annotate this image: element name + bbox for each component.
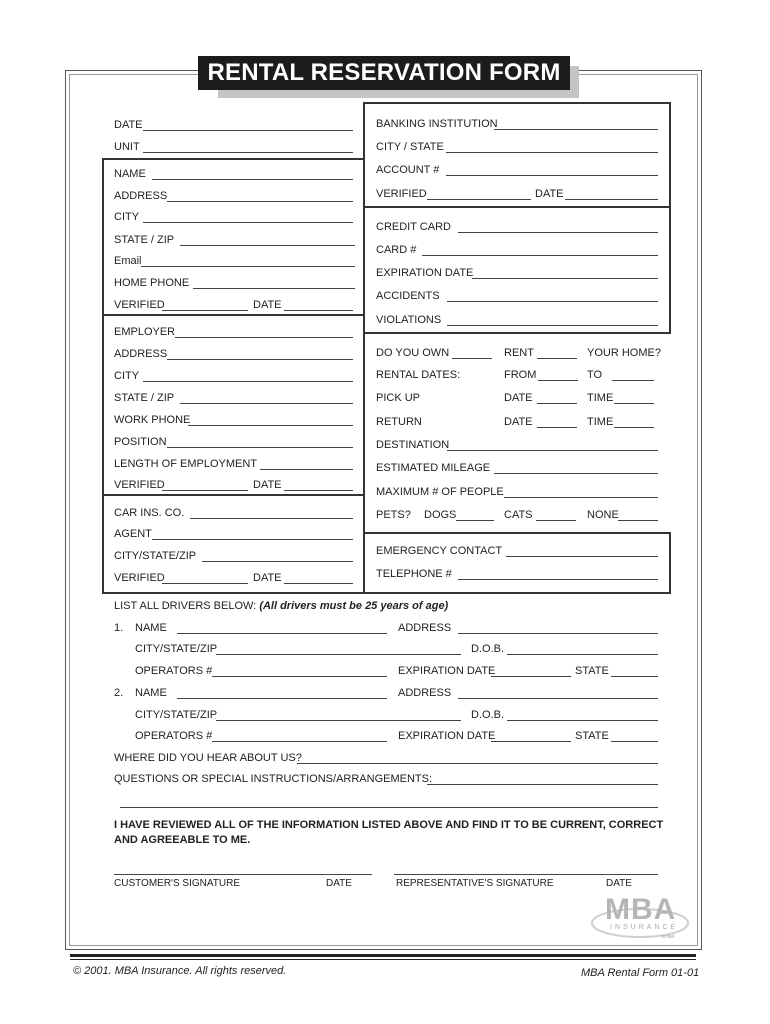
violations-label: VIOLATIONS xyxy=(376,314,442,326)
your-home-label: YOUR HOME? xyxy=(587,347,661,359)
length-employment-label: LENGTH OF EMPLOYMENT xyxy=(114,458,258,470)
credit-card-label: CREDIT CARD xyxy=(376,221,451,233)
work-phone-label: WORK PHONE xyxy=(114,414,191,426)
driver-1-state-label: STATE xyxy=(575,665,609,677)
rep-signature-field[interactable] xyxy=(394,874,658,875)
credit-card-field[interactable] xyxy=(458,232,658,233)
own-field[interactable] xyxy=(452,358,492,359)
driver-2-dob-field[interactable] xyxy=(507,720,658,721)
agent-field[interactable] xyxy=(152,539,353,540)
date-field[interactable] xyxy=(143,130,353,131)
questions-field[interactable] xyxy=(427,784,658,785)
bank-verified-date-field[interactable] xyxy=(565,199,658,200)
accidents-label: ACCIDENTS xyxy=(376,290,440,302)
email-label: Email xyxy=(114,255,142,267)
length-employment-field[interactable] xyxy=(260,469,353,470)
car-ins-label: CAR INS. CO. xyxy=(114,507,185,519)
unit-label: UNIT xyxy=(114,141,140,153)
to-label: TO xyxy=(587,369,603,381)
from-label: FROM xyxy=(504,369,537,381)
bank-verified-label: VERIFIED xyxy=(376,188,427,200)
ins-verified-field[interactable] xyxy=(162,583,248,584)
pets-label: PETS? xyxy=(376,509,411,521)
emergency-box xyxy=(363,532,671,594)
mba-logo xyxy=(590,893,690,945)
home-phone-field[interactable] xyxy=(193,288,355,289)
driver-1-expiration-field[interactable] xyxy=(491,676,571,677)
account-field[interactable] xyxy=(446,175,658,176)
statement-line-2: AND AGREEABLE TO ME. xyxy=(114,834,251,846)
driver-2-dob-label: D.O.B. xyxy=(471,709,505,721)
home-phone-label: HOME PHONE xyxy=(114,277,190,289)
emp-address-label: ADDRESS xyxy=(114,348,168,360)
bank-verified-field[interactable] xyxy=(427,199,531,200)
rep-date-label: DATE xyxy=(606,878,632,889)
driver-1-operators-field[interactable] xyxy=(212,676,387,677)
cats-label: CATS xyxy=(504,509,533,521)
driver-1-city-label: CITY/STATE/ZIP xyxy=(135,643,218,655)
driver-2-operators-field[interactable] xyxy=(212,741,387,742)
rep-signature-label: REPRESENTATIVE'S SIGNATURE xyxy=(396,878,554,889)
est-mileage-label: ESTIMATED MILEAGE xyxy=(376,462,491,474)
return-time-field[interactable] xyxy=(614,427,654,428)
driver-1-address-label: ADDRESS xyxy=(398,622,452,634)
max-people-field[interactable] xyxy=(504,497,658,498)
agent-label: AGENT xyxy=(114,528,152,540)
expiration-label: EXPIRATION DATE xyxy=(376,267,474,279)
employer-label: EMPLOYER xyxy=(114,326,176,338)
emp-state-zip-label: STATE / ZIP xyxy=(114,392,175,404)
driver-2-name-field[interactable] xyxy=(177,698,387,699)
driver-1-name-field[interactable] xyxy=(177,633,387,634)
emp-verified-field[interactable] xyxy=(162,490,248,491)
emp-verified-label: VERIFIED xyxy=(114,479,165,491)
work-phone-field[interactable] xyxy=(188,425,353,426)
customer-signature-field[interactable] xyxy=(114,874,372,875)
position-label: POSITION xyxy=(114,436,167,448)
driver-2-city-label: CITY/STATE/ZIP xyxy=(135,709,218,721)
none-label: NONE xyxy=(587,509,619,521)
city-label: CITY xyxy=(114,211,140,223)
driver-1-operators-label: OPERATORS # xyxy=(135,665,213,677)
driver-2-number: 2. xyxy=(114,687,124,699)
accidents-field[interactable] xyxy=(447,301,658,302)
driver-2-address-field[interactable] xyxy=(458,698,658,699)
driver-2-expiration-label: EXPIRATION DATE xyxy=(398,730,496,742)
pick-time-field[interactable] xyxy=(614,403,654,404)
return-label: RETURN xyxy=(376,416,422,428)
telephone-field[interactable] xyxy=(458,579,658,580)
ins-city-state-zip-label: CITY/STATE/ZIP xyxy=(114,550,197,562)
max-people-label: MAXIMUM # OF PEOPLE xyxy=(376,486,504,498)
footer-bar-thick xyxy=(70,954,696,957)
do-you-own-label: DO YOU OWN xyxy=(376,347,450,359)
verified-label: VERIFIED xyxy=(114,299,165,311)
driver-1-number: 1. xyxy=(114,622,124,634)
employer-field[interactable] xyxy=(175,337,353,338)
banking-field[interactable] xyxy=(494,129,658,130)
driver-2-name-label: NAME xyxy=(135,687,167,699)
copyright: © 2001. MBA Insurance. All rights reserved. xyxy=(73,965,287,977)
driver-2-state-label: STATE xyxy=(575,730,609,742)
drivers-heading-text: LIST ALL DRIVERS BELOW: xyxy=(114,600,257,612)
position-field[interactable] xyxy=(167,447,353,448)
driver-1-expiration-label: EXPIRATION DATE xyxy=(398,665,496,677)
hear-about-label: WHERE DID YOU HEAR ABOUT US? xyxy=(114,752,302,764)
form-title: RENTAL RESERVATION FORM xyxy=(198,56,570,90)
emp-city-field[interactable] xyxy=(143,381,353,382)
rent-field[interactable] xyxy=(537,358,577,359)
card-no-field[interactable] xyxy=(422,255,658,256)
rental-dates-label: RENTAL DATES: xyxy=(376,369,461,381)
account-label: ACCOUNT # xyxy=(376,164,440,176)
date-label: DATE xyxy=(114,119,143,131)
emp-state-zip-field[interactable] xyxy=(180,403,353,404)
verified-date-field[interactable] xyxy=(284,310,353,311)
destination-label: DESTINATION xyxy=(376,439,450,451)
cats-field[interactable] xyxy=(536,520,576,521)
driver-2-city-field[interactable] xyxy=(216,720,461,721)
ins-verified-date-field[interactable] xyxy=(284,583,353,584)
driver-1-name-label: NAME xyxy=(135,622,167,634)
to-field[interactable] xyxy=(612,380,654,381)
expiration-field[interactable] xyxy=(472,278,658,279)
name-label: NAME xyxy=(114,168,146,180)
dogs-field[interactable] xyxy=(456,520,494,521)
driver-1-dob-label: D.O.B. xyxy=(471,643,505,655)
violations-field[interactable] xyxy=(447,325,658,326)
address-field[interactable] xyxy=(167,201,353,202)
banking-label: BANKING INSTITUTION xyxy=(376,118,498,130)
emp-city-label: CITY xyxy=(114,370,140,382)
return-date-label: DATE xyxy=(504,416,533,428)
hear-about-field[interactable] xyxy=(297,763,658,764)
pick-time-label: TIME xyxy=(587,392,614,404)
return-time-label: TIME xyxy=(587,416,614,428)
address-label: ADDRESS xyxy=(114,190,168,202)
emp-address-field[interactable] xyxy=(167,359,353,360)
emergency-field[interactable] xyxy=(506,556,658,557)
none-field[interactable] xyxy=(618,520,658,521)
email-field[interactable] xyxy=(141,266,355,267)
footer-bar-thin xyxy=(70,959,696,960)
questions-label: QUESTIONS OR SPECIAL INSTRUCTIONS/ARRANGEMENTS: xyxy=(114,773,433,785)
from-field[interactable] xyxy=(538,380,578,381)
ins-city-state-zip-field[interactable] xyxy=(202,561,353,562)
emergency-label: EMERGENCY CONTACT xyxy=(376,545,503,557)
card-no-label: CARD # xyxy=(376,244,417,256)
state-zip-field[interactable] xyxy=(180,245,355,246)
ins-verified-date-label: DATE xyxy=(253,572,282,584)
unit-field[interactable] xyxy=(143,152,353,153)
name-field[interactable] xyxy=(152,179,353,180)
driver-1-address-field[interactable] xyxy=(458,633,658,634)
bank-verified-date-label: DATE xyxy=(535,188,564,200)
customer-signature-label: CUSTOMER'S SIGNATURE xyxy=(114,878,240,889)
car-ins-field[interactable] xyxy=(190,518,353,519)
drivers-heading-note: (All drivers must be 25 years of age) xyxy=(259,600,449,612)
ins-verified-label: VERIFIED xyxy=(114,572,165,584)
driver-2-state-field[interactable] xyxy=(611,741,658,742)
est-mileage-field[interactable] xyxy=(494,473,658,474)
logo-subtext: INSURANCE xyxy=(610,924,679,931)
driver-2-expiration-field[interactable] xyxy=(491,741,571,742)
pick-up-label: PICK UP xyxy=(376,392,421,404)
statement-line-1: I HAVE REVIEWED ALL OF THE INFORMATION LISTED ABOVE AND FIND IT TO BE CURRENT, CORRECT xyxy=(114,819,664,831)
form-id: MBA Rental Form 01-01 xyxy=(581,967,700,979)
telephone-label: TELEPHONE # xyxy=(376,568,452,580)
bank-city-state-field[interactable] xyxy=(446,152,658,153)
driver-1-dob-field[interactable] xyxy=(507,654,658,655)
drivers-heading xyxy=(114,600,448,612)
verified-date-label: DATE xyxy=(253,299,282,311)
emp-verified-date-label: DATE xyxy=(253,479,282,491)
logo-small-text: a mel xyxy=(662,934,675,940)
state-zip-label: STATE / ZIP xyxy=(114,234,175,246)
emp-verified-date-field[interactable] xyxy=(284,490,353,491)
driver-1-city-field[interactable] xyxy=(216,654,461,655)
logo-text: MBA xyxy=(605,893,677,926)
pick-date-field[interactable] xyxy=(537,403,577,404)
bank-city-state-label: CITY / STATE xyxy=(376,141,444,153)
rent-label: RENT xyxy=(504,347,534,359)
destination-field[interactable] xyxy=(447,450,658,451)
questions-field-2[interactable] xyxy=(120,807,658,808)
driver-2-address-label: ADDRESS xyxy=(398,687,452,699)
city-field[interactable] xyxy=(143,222,353,223)
pick-date-label: DATE xyxy=(504,392,533,404)
return-date-field[interactable] xyxy=(537,427,577,428)
customer-date-label: DATE xyxy=(326,878,352,889)
driver-1-state-field[interactable] xyxy=(611,676,658,677)
verified-field[interactable] xyxy=(162,310,248,311)
dogs-label: DOGS xyxy=(424,509,457,521)
driver-2-operators-label: OPERATORS # xyxy=(135,730,213,742)
